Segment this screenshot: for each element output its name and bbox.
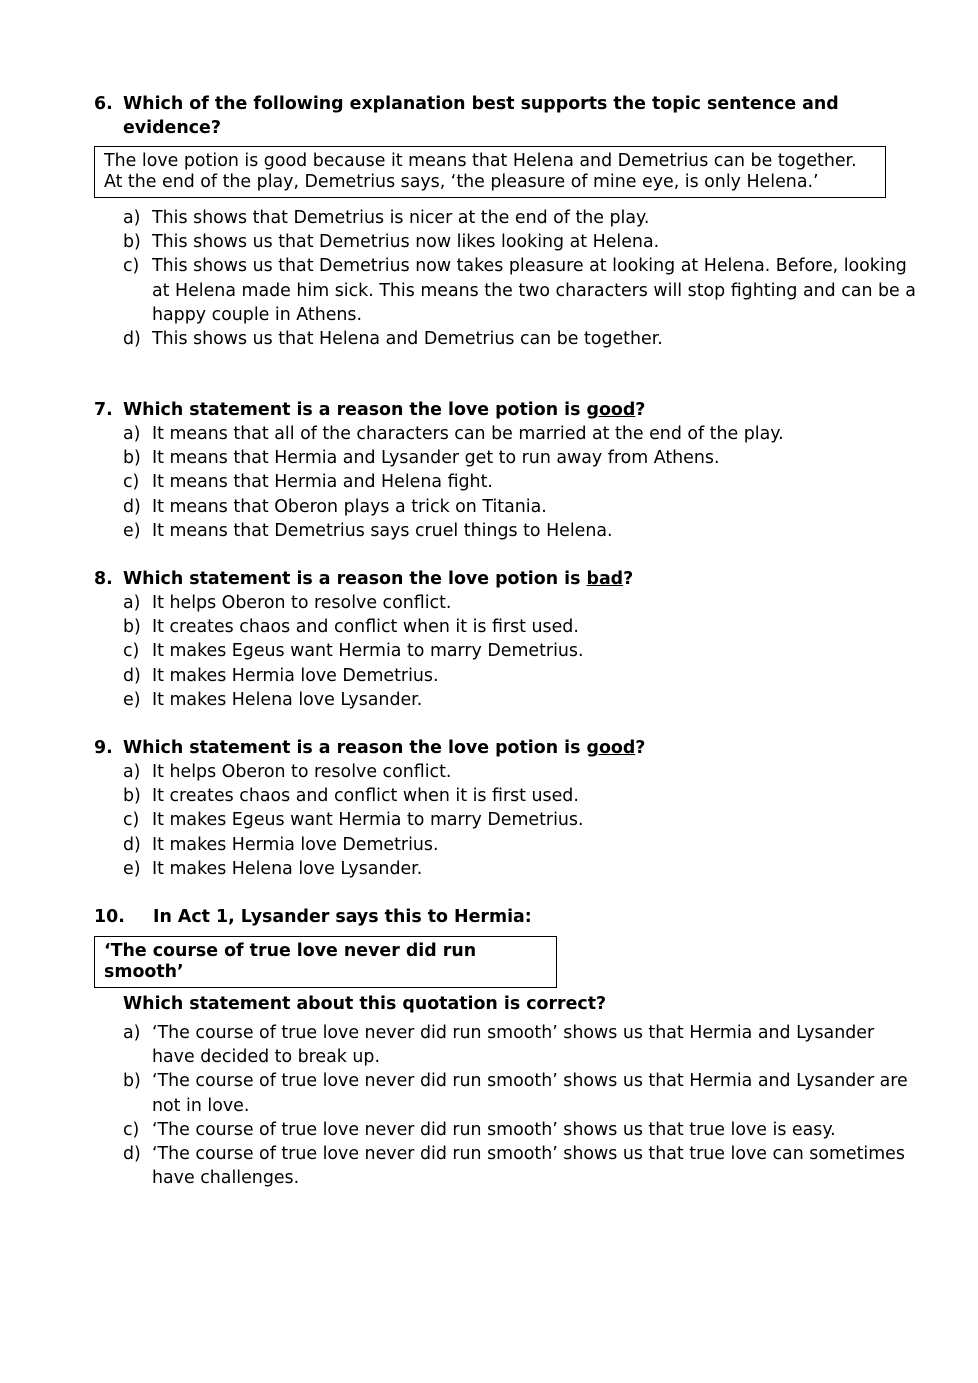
option-letter: b)	[123, 232, 141, 253]
option-letter: a)	[123, 1023, 141, 1043]
option-text: It means that Demetrius says cruel things to Helena.	[152, 520, 613, 541]
option-text: It creates chaos and conflict when it is first used.	[152, 786, 579, 807]
evidence-box	[94, 146, 886, 198]
option-text: ‘The course of true love never did run smooth’ shows us that Hermia and Lysander have decided to break up.	[152, 1023, 875, 1068]
evidence-text: The love potion is good because it means that Helena and Demetrius can be together. At the end of the play, Demetrius says, ‘the pleasure of mine eye, is only Helena.’	[104, 151, 857, 192]
option-d	[123, 664, 918, 688]
option-text: It makes Egeus want Hermia to marry Demetrius.	[152, 641, 584, 662]
option-text: It helps Oberon to resolve conflict.	[152, 762, 452, 782]
option-text: This shows us that Demetrius now likes looking at Helena.	[152, 232, 660, 253]
option-letter: b)	[123, 786, 141, 807]
question-number: 7.	[94, 400, 113, 420]
question-7-heading	[94, 398, 918, 422]
question-7	[94, 398, 918, 543]
option-b	[123, 446, 918, 470]
question-text-start: Which statement is a reason the love potion is	[123, 569, 587, 589]
option-letter: b)	[123, 448, 141, 469]
option-letter: c)	[123, 256, 140, 277]
option-a	[123, 591, 918, 615]
option-text: It makes Helena love Lysander.	[152, 858, 423, 879]
option-text: It makes Egeus want Hermia to marry Demetrius.	[152, 810, 584, 831]
question-number: 9.	[94, 738, 113, 758]
question-number: 10.	[94, 907, 125, 927]
option-d	[123, 833, 918, 857]
option-d	[123, 495, 918, 519]
option-text: It makes Hermia love Demetrius.	[152, 834, 439, 855]
option-letter: c)	[123, 810, 140, 831]
question-10	[94, 905, 918, 1190]
option-text: ‘The course of true love never did run smooth’ shows us that Hermia and Lysander are not in love.	[152, 1071, 908, 1116]
option-text: It means that Hermia and Lysander get to run away from Athens.	[152, 448, 720, 469]
option-text: ‘The course of true love never did run smooth’ shows us that true love can sometimes have challenges.	[152, 1144, 905, 1189]
question-number: 8.	[94, 569, 113, 589]
question-8-heading	[94, 567, 918, 591]
question-text: In Act 1, Lysander says this to Hermia:	[153, 907, 532, 927]
option-letter: a)	[123, 593, 141, 613]
options-list	[94, 1021, 918, 1190]
option-a	[123, 422, 918, 446]
option-letter: e)	[123, 689, 141, 710]
option-a	[123, 760, 918, 784]
option-text: This shows us that Helena and Demetrius can be together.	[152, 329, 663, 350]
option-b	[123, 1069, 918, 1117]
question-mark: ?	[635, 400, 646, 420]
options-list	[94, 422, 918, 543]
question-text-start: Which statement is a reason the love potion is	[123, 738, 587, 758]
quote-box	[94, 936, 557, 988]
sub-question: Which statement about this quotation is correct?	[123, 994, 607, 1014]
option-a	[123, 1021, 918, 1069]
option-e	[123, 519, 918, 543]
underlined-word: good	[586, 738, 636, 758]
option-letter: e)	[123, 858, 141, 879]
question-mark: ?	[635, 738, 646, 758]
question-mark: ?	[623, 569, 634, 589]
option-c	[123, 254, 918, 327]
option-e	[123, 857, 918, 881]
option-letter: d)	[123, 1144, 141, 1165]
option-b	[123, 615, 918, 639]
options-list	[94, 760, 918, 881]
question-text	[123, 736, 918, 760]
option-b	[123, 230, 918, 254]
question-text: Which of the following explanation best supports the topic sentence and evidence?	[123, 94, 839, 138]
question-text	[123, 567, 918, 591]
option-c	[123, 808, 918, 832]
option-text: It means that all of the characters can be married at the end of the play.	[152, 424, 784, 444]
option-b	[123, 784, 918, 808]
question-9-heading	[94, 736, 918, 760]
option-letter: a)	[123, 208, 141, 228]
option-a	[123, 206, 918, 230]
question-6	[94, 92, 918, 351]
option-c	[123, 470, 918, 494]
option-letter: c)	[123, 472, 140, 493]
option-text: It means that Oberon plays a trick on Titania.	[152, 496, 547, 517]
option-text: It makes Helena love Lysander.	[152, 689, 423, 710]
question-10-heading	[94, 905, 918, 929]
question-text-start: Which statement is a reason the love potion is	[123, 400, 587, 420]
question-text	[123, 398, 918, 422]
question-number: 6.	[94, 94, 113, 114]
option-letter: a)	[123, 424, 141, 444]
option-d	[123, 1142, 918, 1190]
option-letter: d)	[123, 665, 141, 686]
option-text: This shows us that Demetrius now takes pleasure at looking at Helena. Before, looking at Helena made him sick. This means the two characters will stop fighting and can be a happy couple in Athens.	[152, 256, 916, 325]
option-letter: a)	[123, 762, 141, 782]
option-letter: d)	[123, 329, 141, 350]
option-text: It helps Oberon to resolve conflict.	[152, 593, 452, 613]
option-c	[123, 1118, 918, 1142]
option-letter: b)	[123, 617, 141, 638]
option-letter: d)	[123, 496, 141, 517]
option-e	[123, 688, 918, 712]
option-letter: d)	[123, 834, 141, 855]
option-letter: c)	[123, 641, 140, 662]
options-list	[94, 206, 918, 351]
option-letter: e)	[123, 520, 141, 541]
underlined-word: bad	[586, 569, 624, 589]
option-text: ‘The course of true love never did run smooth’ shows us that true love is easy.	[152, 1119, 836, 1140]
option-d	[123, 327, 918, 351]
option-c	[123, 639, 918, 663]
option-text: It makes Hermia love Demetrius.	[152, 665, 439, 686]
option-letter: b)	[123, 1071, 141, 1092]
option-text: This shows that Demetrius is nicer at the end of the play.	[152, 208, 650, 228]
question-6-heading	[94, 92, 918, 140]
options-list	[94, 591, 918, 712]
underlined-word: good	[586, 400, 636, 420]
option-text: It creates chaos and conflict when it is first used.	[152, 617, 579, 638]
quote-text: ‘The course of true love never did run smooth’	[104, 941, 477, 982]
option-letter: c)	[123, 1119, 140, 1140]
question-9	[94, 736, 918, 881]
option-text: It means that Hermia and Helena fight.	[152, 472, 493, 493]
question-8	[94, 567, 918, 712]
